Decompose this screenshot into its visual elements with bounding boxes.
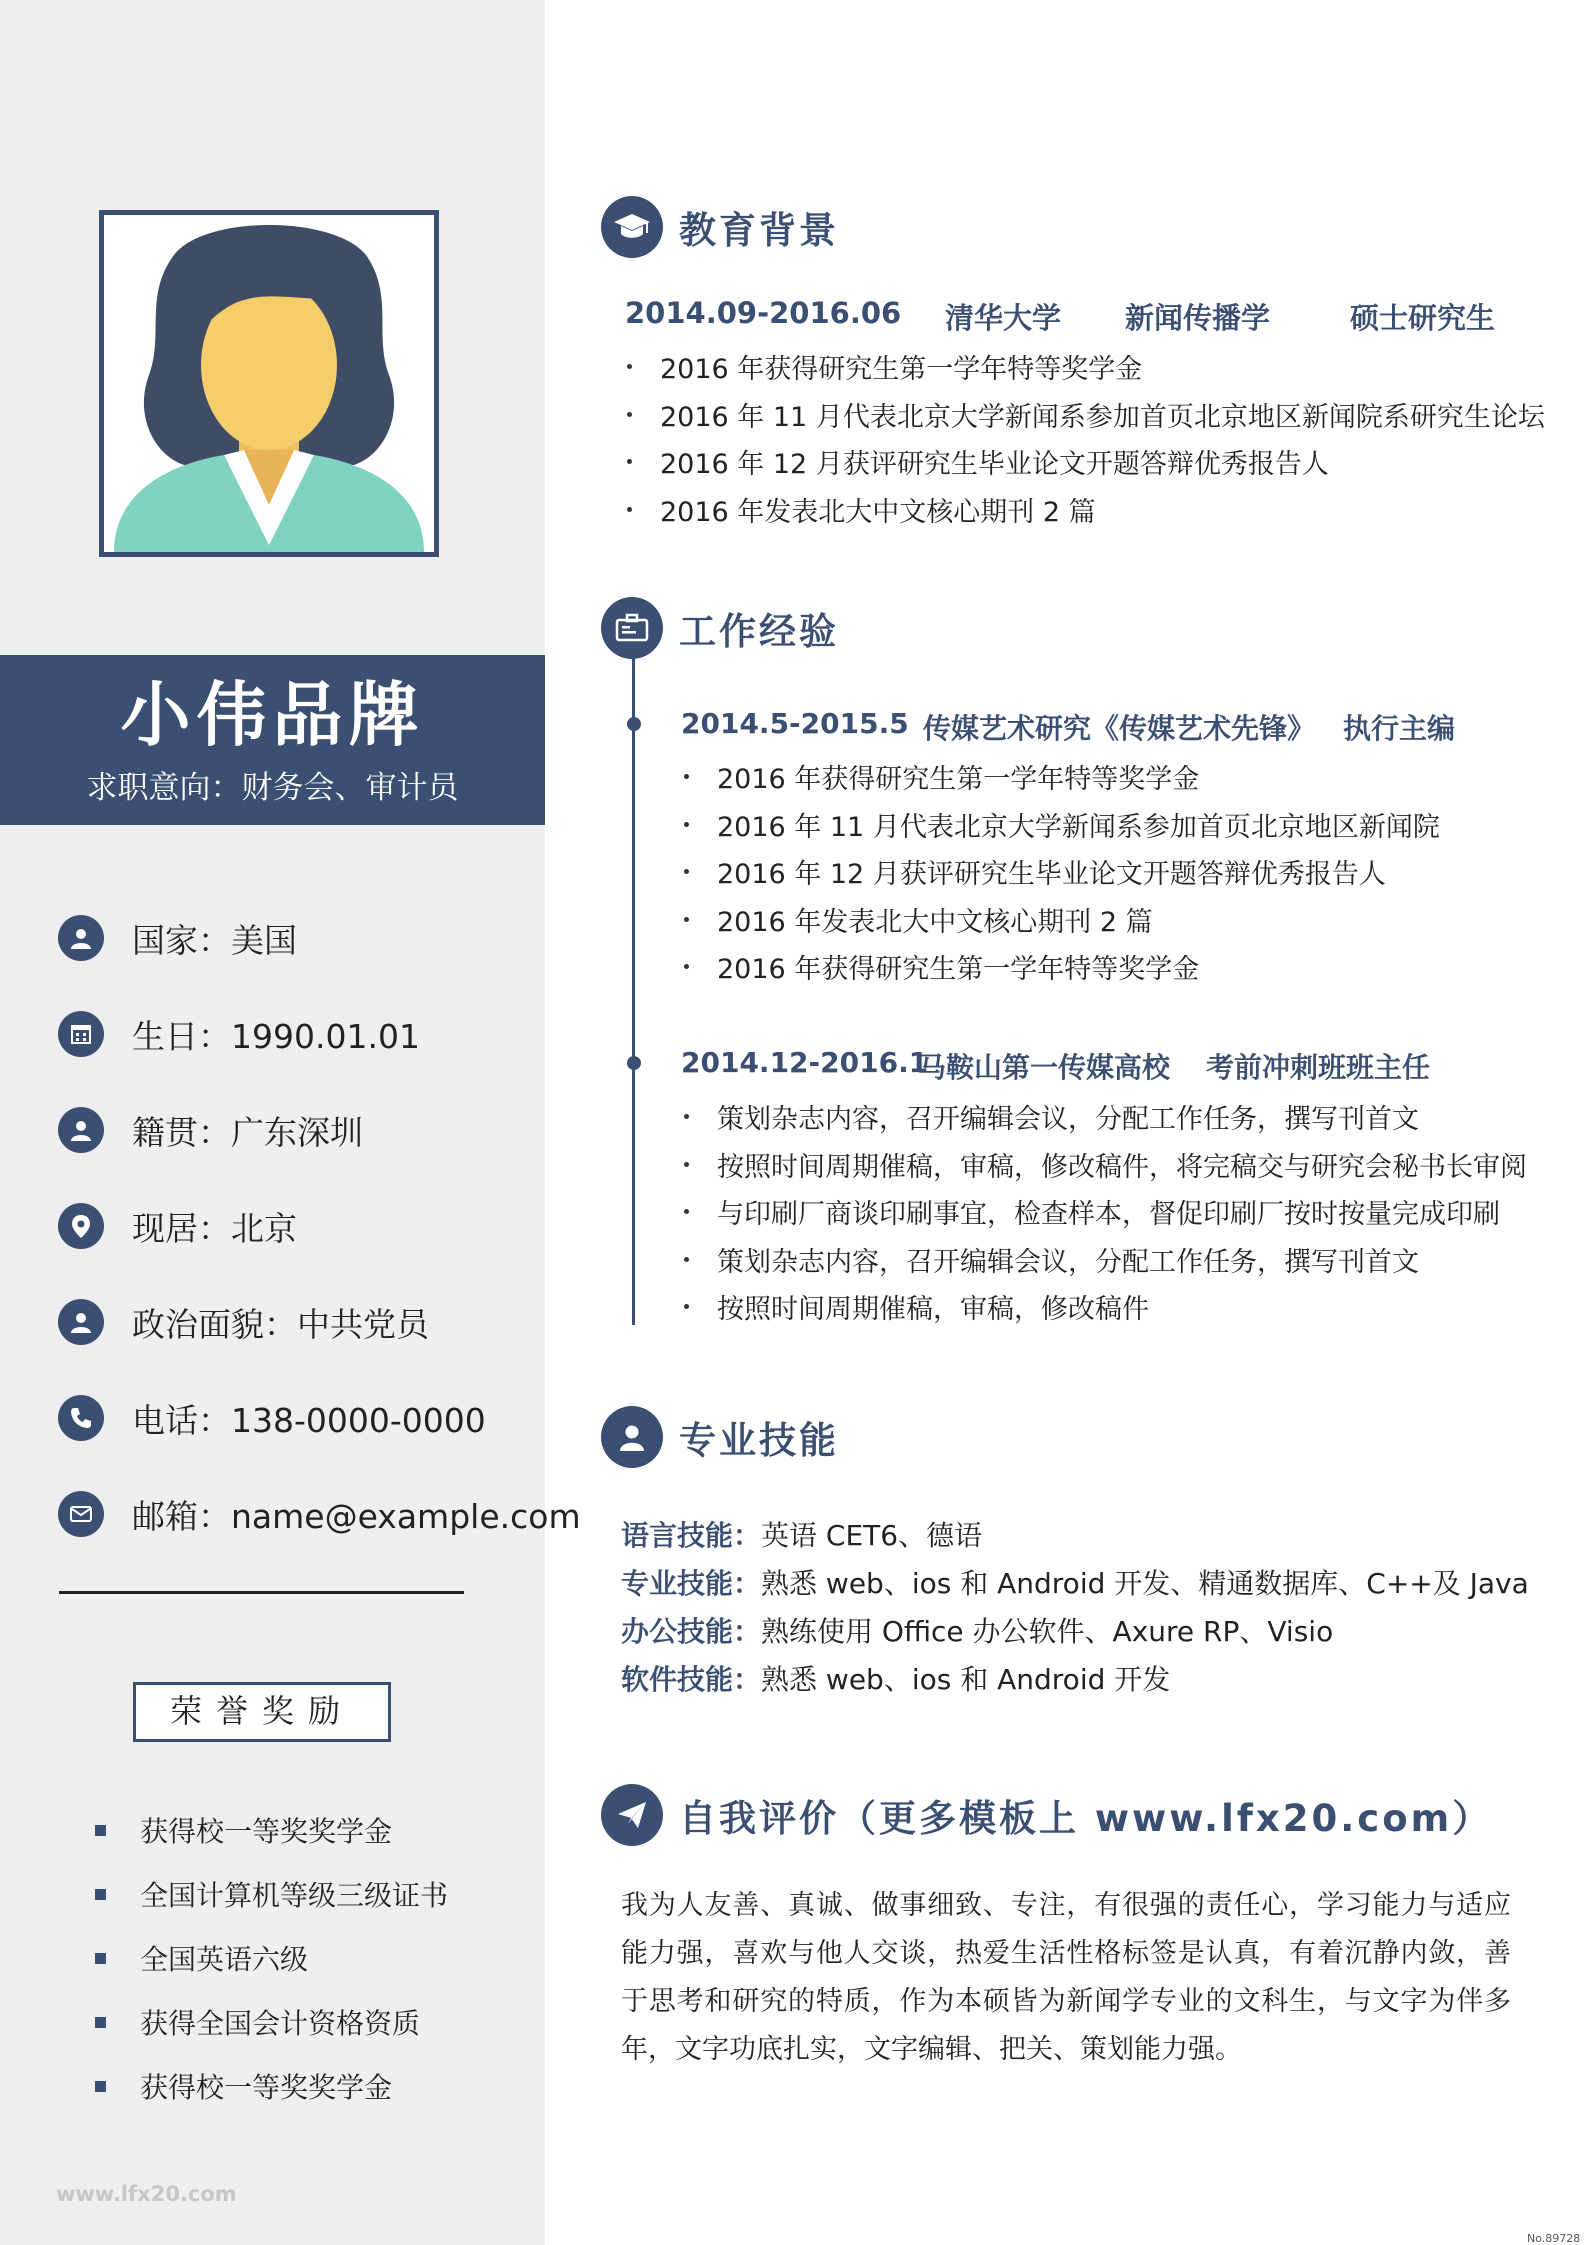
list-item: 按照时间周期催稿，审稿，修改稿件，将完稿交与研究会秘书长审阅	[684, 1141, 1527, 1189]
list-item: 2016 年 11 月代表北京大学新闻系参加首页北京地区新闻院	[684, 801, 1440, 849]
education-heading	[601, 196, 839, 258]
list-item: 2016 年 11 月代表北京大学新闻系参加首页北京地区新闻院系研究生论坛	[627, 391, 1545, 439]
list-item: 策划杂志内容，召开编辑会议，分配工作任务，撰写刊首文	[684, 1093, 1527, 1141]
list-item: 2016 年获得研究生第一学年特等奖学金	[627, 343, 1545, 391]
info-text: 国家：美国	[132, 920, 297, 960]
section-title: 专业技能	[679, 1419, 839, 1462]
job-company: 马鞍山第一传媒高校	[918, 1051, 1171, 1084]
info-text: 政治面貌：中共党员	[132, 1304, 429, 1344]
job-period: 2014.12-2016.1	[681, 1046, 929, 1079]
job-bullets	[684, 1093, 1527, 1331]
job-role: 考前冲刺班班主任	[1206, 1051, 1431, 1084]
info-birthday	[58, 986, 581, 1082]
self-eval-text: 我为人友善、真诚、做事细致、专注，有很强的责任心，学习能力与适应能力强，喜欢与他人交谈，热爱生活性格标签是认真，有着沉静内敛，善于思考和研究的特质，作为本硕皆为新闻学专业的文科生，与文字为伴多年，文字功底扎实，文字编辑、把关、策划能力强。	[621, 1890, 1511, 2065]
info-text: 籍贯：广东深圳	[132, 1112, 363, 1152]
list-item: 2016 年获得研究生第一学年特等奖学金	[684, 753, 1440, 801]
job-header	[681, 1046, 1430, 1086]
info-text: 现居：北京	[132, 1208, 297, 1248]
document-number: No.89728	[1527, 2232, 1581, 2245]
square-bullet-icon	[95, 1953, 106, 1964]
calendar-icon	[58, 1011, 104, 1057]
watermark: www.lfx20.com	[56, 2182, 237, 2206]
skill-row: 软件技能： 熟悉 web、ios 和 Android 开发	[621, 1663, 1171, 1696]
info-hometown	[58, 1082, 581, 1178]
work-heading	[601, 597, 839, 659]
square-bullet-icon	[95, 2081, 106, 2092]
timeline-dot	[627, 1056, 641, 1070]
job-role: 执行主编	[1343, 712, 1456, 745]
section-title: 工作经验	[679, 610, 839, 653]
info-residence	[58, 1178, 581, 1274]
education-bullets	[627, 343, 1545, 533]
timeline-dot	[627, 717, 641, 731]
name-band	[0, 655, 545, 825]
user-icon	[58, 915, 104, 961]
phone-icon	[58, 1395, 104, 1441]
user-icon	[601, 1406, 663, 1468]
job-period: 2014.5-2015.5	[681, 707, 909, 740]
list-item: 获得全国会计资格资质	[95, 1990, 448, 2054]
list-item: 全国计算机等级三级证书	[95, 1862, 448, 1926]
info-email	[58, 1466, 581, 1562]
section-title: 自我评价（更多模板上 www.lfx20.com）	[679, 1797, 1493, 1840]
sidebar	[0, 0, 581, 2245]
divider	[59, 1591, 464, 1594]
info-text: 生日：1990.01.01	[132, 1016, 420, 1056]
avatar	[99, 210, 439, 557]
skill-row: 专业技能： 熟悉 web、ios 和 Android 开发、精通数据库、C++及 Java	[621, 1567, 1529, 1600]
list-item: 策划杂志内容，召开编辑会议，分配工作任务，撰写刊首文	[684, 1236, 1527, 1284]
info-political	[58, 1274, 581, 1370]
briefcase-icon	[601, 597, 663, 659]
user-icon	[58, 1299, 104, 1345]
self-eval-heading	[601, 1784, 1492, 1846]
email-icon	[58, 1491, 104, 1537]
candidate-name: 小伟品牌	[120, 674, 425, 756]
avatar-illustration	[104, 215, 434, 552]
square-bullet-icon	[95, 1889, 106, 1900]
education-degree: 硕士研究生	[1350, 301, 1496, 335]
location-pin-icon	[58, 1203, 104, 1249]
skill-row: 办公技能： 熟练使用 Office 办公软件、Axure RP、Visio	[621, 1615, 1334, 1648]
honors-heading: 荣誉奖励	[133, 1682, 391, 1742]
list-item: 全国英语六级	[95, 1926, 448, 1990]
list-item: 按照时间周期催稿，审稿，修改稿件	[684, 1283, 1527, 1331]
education-major: 新闻传播学	[1125, 301, 1271, 335]
square-bullet-icon	[95, 1825, 106, 1836]
list-item: 2016 年 12 月获评研究生毕业论文开题答辩优秀报告人	[684, 848, 1440, 896]
square-bullet-icon	[95, 2017, 106, 2028]
user-icon	[58, 1107, 104, 1153]
info-phone	[58, 1370, 581, 1466]
info-text: 邮箱：name@example.com	[132, 1496, 581, 1536]
education-school: 清华大学	[945, 301, 1062, 335]
skill-row: 语言技能： 英语 CET6、德语	[621, 1519, 983, 1552]
skills-heading	[601, 1406, 839, 1468]
job-intent: 求职意向：财务会、审计员	[86, 770, 459, 806]
graduation-cap-icon	[601, 196, 663, 258]
list-item: 2016 年发表北大中文核心期刊 2 篇	[627, 486, 1545, 534]
list-item: 2016 年 12 月获评研究生毕业论文开题答辩优秀报告人	[627, 438, 1545, 486]
info-country	[58, 890, 581, 986]
list-item: 2016 年获得研究生第一学年特等奖学金	[684, 943, 1440, 991]
honors-list	[95, 1798, 448, 2118]
job-company: 传媒艺术研究《传媒艺术先锋》	[923, 712, 1316, 745]
list-item: 2016 年发表北大中文核心期刊 2 篇	[684, 896, 1440, 944]
list-item: 获得校一等奖奖学金	[95, 2054, 448, 2118]
job-header	[681, 707, 1455, 747]
list-item: 与印刷厂商谈印刷事宜，检查样本，督促印刷厂按时按量完成印刷	[684, 1188, 1527, 1236]
education-summary	[625, 296, 1495, 337]
personal-info-list	[58, 890, 581, 1562]
skills-list	[621, 1510, 1529, 1702]
education-period: 2014.09-2016.06	[625, 296, 902, 330]
section-title: 教育背景	[679, 209, 839, 252]
list-item: 获得校一等奖奖学金	[95, 1798, 448, 1862]
job-bullets	[684, 753, 1440, 991]
info-text: 电话：138-0000-0000	[132, 1400, 486, 1440]
paper-plane-icon	[601, 1784, 663, 1846]
